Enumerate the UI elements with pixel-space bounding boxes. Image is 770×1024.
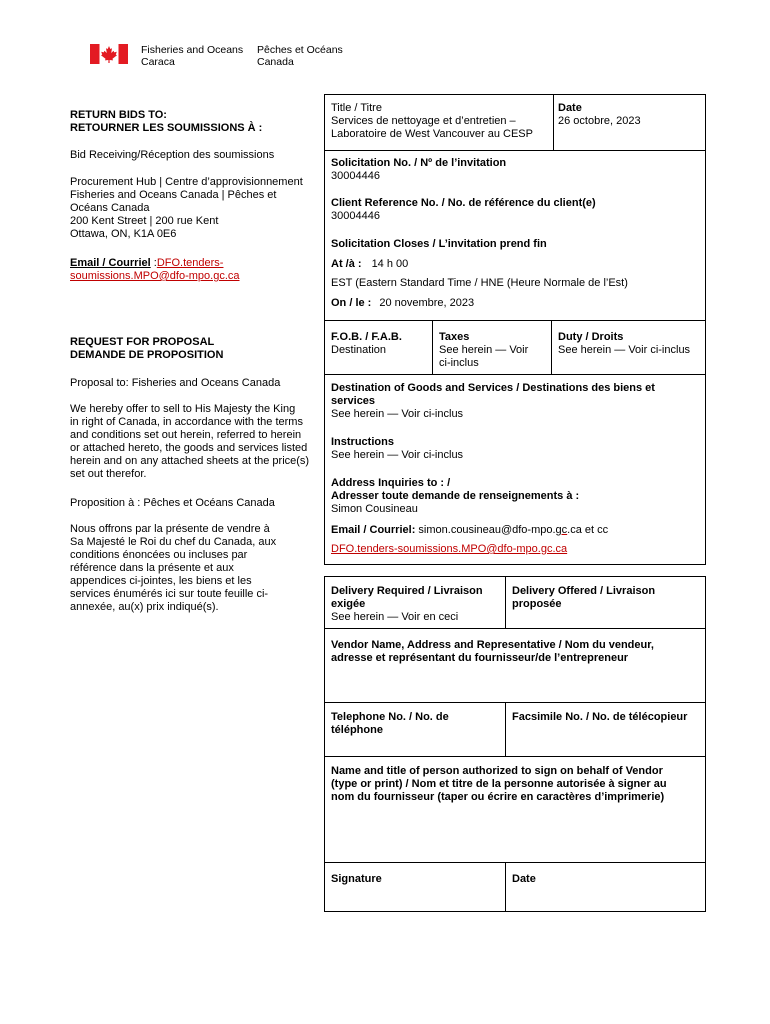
solicitation-no-value: 30004446 <box>331 170 380 182</box>
address-line: 200 Kent Street | 200 rue Kent <box>70 215 219 227</box>
solicitation-no-field <box>331 157 506 183</box>
divider <box>432 320 433 374</box>
authorized-person-field[interactable] <box>331 765 667 804</box>
signature-date-label: Date <box>512 873 536 885</box>
rfp-title-fr: DEMANDE DE PROPOSITION <box>70 349 224 361</box>
fob-label: F.O.B. / F.A.B. <box>331 331 402 343</box>
offer-line: set out therefor. <box>70 468 147 480</box>
taxes-field <box>439 331 528 370</box>
divider <box>505 702 506 756</box>
email-link[interactable]: DFO.tenders- <box>156 257 224 269</box>
signature-date-field[interactable] <box>512 873 536 886</box>
inquiries-email-value: simon.cousineau@dfo-mpo. <box>415 524 556 536</box>
delivery-required-label: Delivery Required / Livraison <box>331 585 483 597</box>
telephone-label-continued: téléphone <box>331 724 383 736</box>
duty-label: Duty / Droits <box>558 331 624 343</box>
org-name-fr-line2: Canada <box>257 56 294 68</box>
facsimile-field[interactable] <box>512 711 687 724</box>
org-name-en-line1: Fisheries and Oceans <box>141 44 244 56</box>
client-ref-value: 30004446 <box>331 210 380 222</box>
on-label: On / le : <box>331 297 372 309</box>
inquiries-email-suffix: .ca et cc <box>567 524 609 536</box>
email-link-continued[interactable]: soumissions.MPO@dfo-mpo.gc.ca <box>70 270 240 282</box>
divider <box>324 628 706 629</box>
authorized-person-label-continued: nom du fournisseur (taper ou écrire en caractères d’imprimerie) <box>331 791 665 803</box>
offer-line: or attached hereto, the goods and services listed <box>70 442 308 454</box>
offer-line: conditions énoncées ou incluses par <box>70 549 248 561</box>
divider <box>324 374 706 375</box>
divider <box>505 862 506 912</box>
org-name-fr <box>257 44 343 68</box>
instructions-value: See herein — Voir ci-inclus <box>331 449 464 461</box>
destination-label-continued: services <box>331 395 376 407</box>
divider <box>324 756 706 757</box>
inquiries-label: Address Inquiries to : / <box>331 477 451 489</box>
divider <box>505 576 506 628</box>
at-value: 14 h 00 <box>371 258 409 270</box>
divider <box>324 320 706 321</box>
divider <box>551 320 552 374</box>
title-value: Services de nettoyage et d’entretien – <box>331 115 516 127</box>
return-bids-title-fr: RETOURNER LES SOUMISSIONS À : <box>70 122 263 134</box>
address-line: Océans Canada <box>70 202 150 214</box>
at-label: At /à : <box>331 258 362 270</box>
title-value-continued: Laboratoire de West Vancouver au CESP <box>331 128 533 140</box>
bid-receiving-text: Bid Receiving/Réception des soumissions <box>70 149 275 161</box>
proposition-text: Proposition à : Pêches et Océans Canada <box>70 497 275 509</box>
date-field <box>558 102 641 128</box>
rfp-title-en: REQUEST FOR PROPOSAL <box>70 336 215 348</box>
duty-value: See herein — Voir ci-inclus <box>558 344 691 356</box>
proposal-to-text: Proposal to: Fisheries and Oceans Canada <box>70 377 281 389</box>
date-label: Date <box>558 102 582 114</box>
org-name-en-line2: Caraca <box>141 56 175 68</box>
title-label: Title / Titre <box>331 102 382 114</box>
inquiries-label-continued: Adresser toute demande de renseignements à : <box>331 490 580 502</box>
delivery-required-value: See herein — Voir en ceci <box>331 611 459 623</box>
date-value: 26 octobre, 2023 <box>558 115 641 127</box>
duty-field <box>558 331 690 357</box>
on-value: 20 novembre, 2023 <box>379 297 475 309</box>
authorized-person-label: Name and title of person authorized to sign on behalf of Vendor <box>331 765 663 777</box>
rfp-title <box>70 336 223 362</box>
telephone-label: Telephone No. / No. de <box>331 711 449 723</box>
fob-value: Destination <box>331 344 387 356</box>
offer-text-en <box>70 403 309 481</box>
email-label: Email / Courriel <box>70 257 151 269</box>
inquiries-email-label: Email / Courriel: <box>331 524 416 536</box>
inquiries-name: Simon Cousineau <box>331 503 418 515</box>
facsimile-label: Facsimile No. / No. de télécopieur <box>512 711 688 723</box>
instructions-field <box>331 436 463 462</box>
org-name-fr-line1: Pêches et Océans <box>257 44 343 56</box>
offer-text-fr <box>70 523 276 614</box>
divider <box>324 862 706 863</box>
return-address <box>70 176 303 241</box>
solicitation-no-label: Solicitation No. / Nº de l’invitation <box>331 157 507 169</box>
inquiries-email <box>331 524 608 537</box>
signature-field[interactable] <box>331 873 382 886</box>
address-line: Ottawa, ON, K1A 0E6 <box>70 228 177 240</box>
org-name-en <box>141 44 243 68</box>
offer-line: herein and on any attached sheets at the price(s) <box>70 455 310 467</box>
canada-flag-logo <box>90 44 128 64</box>
delivery-offered-label-continued: proposée <box>512 598 562 610</box>
offer-line: référence dans la présente et aux <box>70 562 234 574</box>
client-ref-label: Client Reference No. / No. de référence du client(e) <box>331 197 596 209</box>
inquiries-field <box>331 477 579 516</box>
inquiries-email-domain: gc <box>555 524 568 536</box>
address-line: Procurement Hub | Centre d’approvisionnement <box>70 176 303 188</box>
offer-line: appendices ci-jointes, les biens et les <box>70 575 252 587</box>
offer-line: services énumérés ici sur toute feuille ci- <box>70 588 269 600</box>
taxes-value: See herein — Voir <box>439 344 529 356</box>
divider <box>324 150 706 151</box>
divider <box>553 94 554 150</box>
taxes-value-continued: ci-inclus <box>439 357 479 369</box>
vendor-name-label: Vendor Name, Address and Representative / Nom du vendeur, <box>331 639 654 651</box>
telephone-field[interactable] <box>331 711 449 737</box>
closes-date <box>331 297 474 310</box>
closes-label: Solicitation Closes / L’invitation prend fin <box>331 238 547 250</box>
offer-line: We hereby offer to sell to His Majesty the King <box>70 403 296 415</box>
offer-line: Nous offrons par la présente de vendre à <box>70 523 270 535</box>
destination-label: Destination of Goods and Services / Destinations des biens et <box>331 382 655 394</box>
instructions-label: Instructions <box>331 436 394 448</box>
address-line: Fisheries and Oceans Canada | Pêches et <box>70 189 277 201</box>
offer-line: and conditions set out herein, referred to herein <box>70 429 302 441</box>
offer-line: Sa Majesté le Roi du chef du Canada, aux <box>70 536 277 548</box>
destination-value: See herein — Voir ci-inclus <box>331 408 464 420</box>
taxes-label: Taxes <box>439 331 470 343</box>
return-email <box>70 257 240 283</box>
delivery-required-field <box>331 585 483 624</box>
offer-line: in right of Canada, in accordance with the terms <box>70 416 303 428</box>
closes-time <box>331 258 408 271</box>
title-field <box>331 102 533 141</box>
offer-line: annexée, au(x) prix indiqué(s). <box>70 601 219 613</box>
divider <box>324 702 706 703</box>
email-separator: : <box>150 257 157 269</box>
signature-label: Signature <box>331 873 382 885</box>
timezone-text: EST (Eastern Standard Time / HNE (Heure Normale de l’Est) <box>331 277 628 289</box>
return-bids-title-en: RETURN BIDS TO: <box>70 109 167 121</box>
delivery-offered-label: Delivery Offered / Livraison <box>512 585 656 597</box>
inquiries-cc-email-link[interactable]: DFO.tenders-soumissions.MPO@dfo-mpo.gc.ca <box>331 543 568 555</box>
vendor-name-label-continued: adresse et représentant du fournisseur/de l’entrepreneur <box>331 652 629 664</box>
delivery-required-label-continued: exigée <box>331 598 366 610</box>
authorized-person-label-continued: (type or print) / Nom et titre de la personne autorisée à signer au <box>331 778 667 790</box>
destination-field <box>331 382 655 421</box>
return-bids-title <box>70 109 262 135</box>
vendor-name-field[interactable] <box>331 639 654 665</box>
fob-field <box>331 331 402 357</box>
client-ref-field <box>331 197 596 223</box>
delivery-offered-field[interactable] <box>512 585 655 611</box>
